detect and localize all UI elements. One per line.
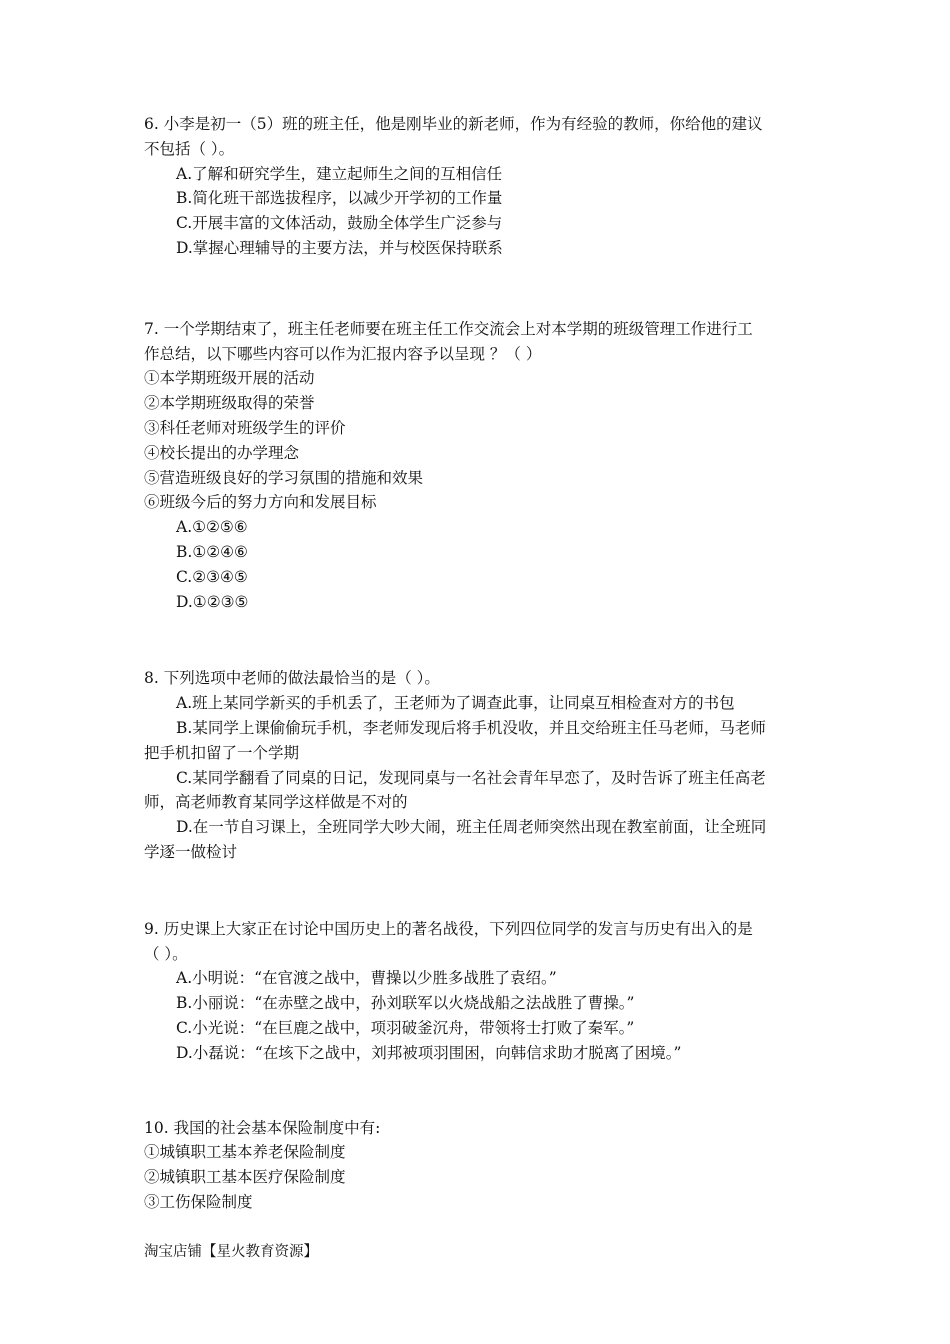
question-stem: 7. 一个学期结束了，班主任老师要在班主任工作交流会上对本学期的班级管理工作进行工	[144, 319, 753, 338]
list-item: ①城镇职工基本养老保险制度	[144, 1143, 346, 1162]
option-b-continued: 把手机扣留了一个学期	[144, 743, 300, 762]
option-a: A.了解和研究学生，建立起师生之间的互相信任	[176, 164, 503, 183]
option-d: D.①②③⑤	[176, 592, 249, 611]
option-b: B.简化班干部选拔程序，以减少开学初的工作量	[176, 189, 503, 208]
question-stem: 9. 历史课上大家正在讨论中国历史上的著名战役，下列四位同学的发言与历史有出入的是	[144, 919, 753, 938]
list-item: ②城镇职工基本医疗保险制度	[144, 1168, 346, 1187]
question-7	[144, 317, 810, 615]
option-b: B.某同学上课偷偷玩手机，李老师发现后将手机没收，并且交给班主任马老师，马老师	[176, 718, 766, 737]
list-item: ③工伤保险制度	[144, 1192, 253, 1211]
option-c: C.开展丰富的文体活动，鼓励全体学生广泛参与	[176, 214, 503, 233]
option-d: D.小磊说：“在垓下之战中，刘邦被项羽围困，向韩信求助才脱离了困境。”	[176, 1043, 682, 1062]
question-stem: 10. 我国的社会基本保险制度中有:	[144, 1118, 381, 1137]
option-b: B.①②④⑥	[176, 542, 248, 561]
question-stem: （ ）。	[144, 944, 188, 963]
option-b: B.小丽说：“在赤壁之战中，孙刘联军以火烧战船之法战胜了曹操。”	[176, 994, 635, 1013]
question-8	[144, 666, 810, 864]
list-item: ①本学期班级开展的活动	[144, 369, 315, 388]
list-item: ④校长提出的办学理念	[144, 443, 300, 462]
question-stem: 8. 下列选项中老师的做法最恰当的是（ ）。	[144, 669, 440, 688]
document-body	[144, 112, 810, 1215]
option-c: C.某同学翻看了同桌的日记，发现同桌与一名社会青年早恋了，及时告诉了班主任高老	[176, 768, 766, 787]
question-10	[144, 1116, 810, 1215]
option-c: C.②③④⑤	[176, 567, 248, 586]
option-d-continued: 学逐一做检讨	[144, 842, 238, 861]
question-stem: 6. 小李是初一（5）班的班主任，他是刚毕业的新老师，作为有经验的教师，你给他的建议	[144, 115, 763, 133]
option-c: C.小光说：“在巨鹿之战中，项羽破釜沉舟，带领将士打败了秦军。”	[176, 1018, 635, 1037]
list-item: ⑥班级今后的努力方向和发展目标	[144, 493, 377, 512]
list-item: ⑤营造班级良好的学习氛围的措施和效果	[144, 468, 424, 487]
list-item: ③科任老师对班级学生的评价	[144, 418, 346, 437]
question-6	[144, 112, 810, 261]
option-a: A.班上某同学新买的手机丢了，王老师为了调查此事，让同桌互相检查对方的书包	[176, 694, 735, 713]
option-a: A.小明说：“在官渡之战中，曹操以少胜多战胜了袁绍。”	[176, 969, 557, 988]
list-item: ②本学期班级取得的荣誉	[144, 394, 315, 413]
page-footer: 淘宝店铺【星火教育资源】	[144, 1244, 318, 1260]
question-stem: 不包括（ ）。	[144, 139, 235, 158]
option-c-continued: 师，高老师教育某同学这样做是不对的	[144, 793, 408, 812]
option-d: D.掌握心理辅导的主要方法，并与校医保持联系	[176, 238, 503, 257]
option-d: D.在一节自习课上，全班同学大吵大闹，班主任周老师突然出现在教室前面，让全班同	[176, 818, 767, 837]
question-stem: 作总结，以下哪些内容可以作为汇报内容予以呈现 ？（ ）	[144, 344, 542, 363]
option-a: A.①②⑤⑥	[176, 518, 248, 537]
question-9	[144, 917, 810, 1066]
